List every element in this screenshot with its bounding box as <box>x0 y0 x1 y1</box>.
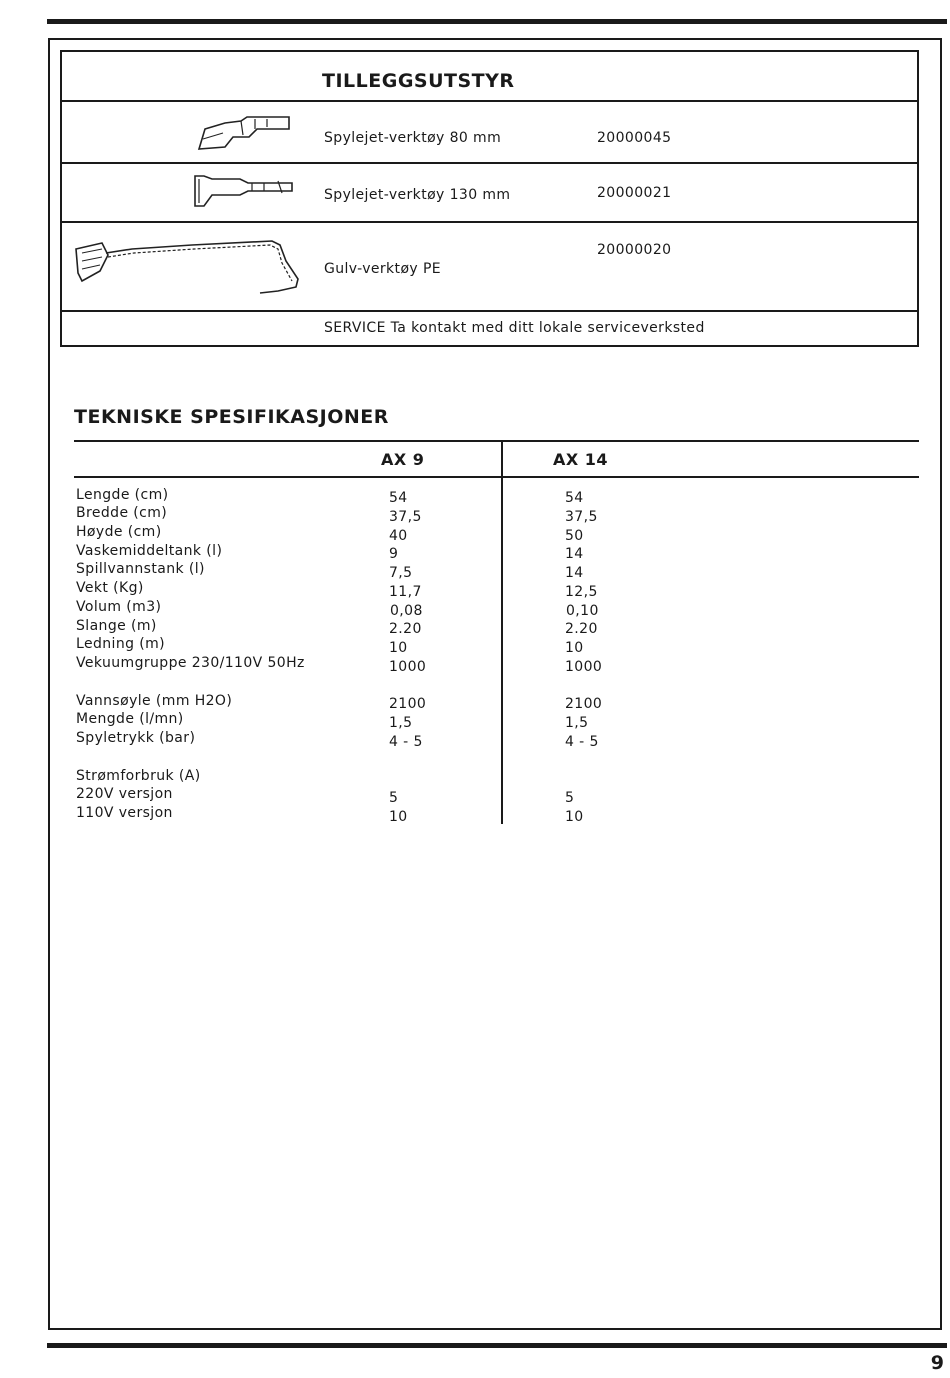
top-rule <box>47 19 947 24</box>
spec-value-ax9: 7,5 <box>389 565 413 581</box>
spec-label: Strømforbruk (A) <box>76 768 201 784</box>
row-divider <box>62 162 917 164</box>
spec-value-ax14: 10 <box>565 809 584 825</box>
row-divider <box>62 310 917 312</box>
accessory-name: Spylejet-verktøy 130 mm <box>324 187 511 203</box>
spec-value-ax9: 54 <box>389 490 408 506</box>
spec-value-ax9: 10 <box>389 809 408 825</box>
page-number: 9 <box>930 1352 944 1374</box>
spec-value-ax14: 2100 <box>565 696 603 712</box>
spec-value-ax14: 1,5 <box>565 715 589 731</box>
spec-value-ax14: 2.20 <box>565 621 598 637</box>
service-note: SERVICE Ta kontakt med ditt lokale serviceverksted <box>324 320 705 336</box>
accessory-code: 20000021 <box>597 185 672 201</box>
bottom-rule <box>47 1343 947 1348</box>
spray-nozzle-80mm-icon <box>195 115 291 153</box>
spec-label: Lengde (cm) <box>76 487 169 503</box>
spec-label: Spyletrykk (bar) <box>76 730 196 746</box>
spec-value-ax9: 40 <box>389 528 408 544</box>
spec-value-ax9: 9 <box>389 546 399 562</box>
spec-label: Ledning (m) <box>76 636 165 652</box>
spec-label: Bredde (cm) <box>76 505 168 521</box>
spec-value-ax9: 11,7 <box>389 584 422 600</box>
accessories-table <box>60 50 919 347</box>
spec-value-ax14: 50 <box>565 528 584 544</box>
spec-value-ax9: 37,5 <box>389 509 422 525</box>
spray-nozzle-130mm-icon <box>192 173 296 209</box>
spec-label: Vekt (Kg) <box>76 580 144 596</box>
spec-label: Mengde (l/mn) <box>76 711 184 727</box>
specs-header-rule <box>74 476 919 478</box>
accessory-code: 20000045 <box>597 130 672 146</box>
specs-top-rule <box>74 440 919 442</box>
spec-value-ax14: 1000 <box>565 659 603 675</box>
spec-value-ax14: 12,5 <box>565 584 598 600</box>
spec-value-ax9: 10 <box>389 640 408 656</box>
spec-value-ax9: 5 <box>389 790 399 806</box>
spec-label: 220V versjon <box>76 786 173 802</box>
row-divider <box>62 221 917 223</box>
spec-label: Høyde (cm) <box>76 524 162 540</box>
accessories-title: TILLEGGSUTSTYR <box>322 70 515 92</box>
floor-tool-icon <box>72 235 304 301</box>
spec-value-ax14: 37,5 <box>565 509 598 525</box>
spec-label: Vannsøyle (mm H2O) <box>76 693 233 709</box>
spec-value-ax14: 14 <box>565 546 584 562</box>
spec-value-ax14: 4 - 5 <box>565 734 599 750</box>
accessory-name: Spylejet-verktøy 80 mm <box>324 130 502 146</box>
spec-label: 110V versjon <box>76 805 173 821</box>
spec-label: Slange (m) <box>76 618 157 634</box>
spec-value-ax14: 54 <box>565 490 584 506</box>
spec-value-ax9: 0,08 <box>390 603 423 619</box>
model-header-ax14: AX 14 <box>553 450 609 469</box>
accessory-code: 20000020 <box>597 242 672 258</box>
spec-value-ax9: 4 - 5 <box>389 734 423 750</box>
spec-label: Vaskemiddeltank (l) <box>76 543 223 559</box>
spec-value-ax9: 1,5 <box>389 715 413 731</box>
row-divider <box>62 100 917 102</box>
specs-title: TEKNISKE SPESIFIKASJONER <box>74 406 389 428</box>
spec-label: Volum (m3) <box>76 599 162 615</box>
spec-value-ax14: 14 <box>565 565 584 581</box>
spec-label: Spillvannstank (l) <box>76 561 205 577</box>
spec-value-ax14: 10 <box>565 640 584 656</box>
spec-label: Vekuumgruppe 230/110V 50Hz <box>76 655 305 671</box>
model-header-ax9: AX 9 <box>381 450 425 469</box>
accessory-name: Gulv-verktøy PE <box>324 261 442 277</box>
spec-value-ax9: 1000 <box>389 659 427 675</box>
spec-value-ax9: 2.20 <box>389 621 422 637</box>
spec-value-ax14: 0,10 <box>566 603 599 619</box>
spec-value-ax14: 5 <box>565 790 575 806</box>
spec-value-ax9: 2100 <box>389 696 427 712</box>
specs-column-divider <box>501 440 503 824</box>
